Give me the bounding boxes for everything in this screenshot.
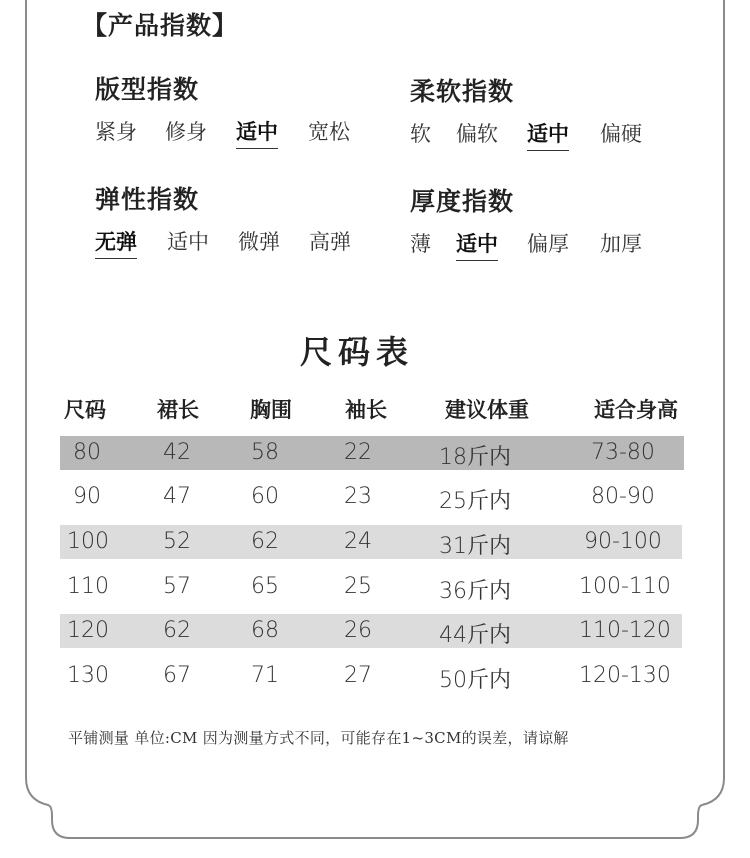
table-cell: 120-130	[579, 663, 671, 688]
table-cell: 57	[163, 574, 191, 599]
index-option: 紧身	[95, 120, 137, 144]
index-option-selected: 适中	[236, 116, 278, 149]
table-cell: 80-90	[591, 484, 655, 509]
index-option: 软	[410, 122, 431, 146]
index-option: 微弹	[238, 230, 280, 254]
column-header: 胸围	[250, 397, 292, 422]
softness-index	[410, 72, 642, 146]
section-title: 【产品指数】	[82, 11, 239, 40]
index-option: 高弹	[309, 230, 351, 254]
table-cell: 18斤内	[439, 445, 511, 470]
column-header: 裙长	[157, 397, 199, 422]
index-option-selected: 适中	[527, 118, 569, 151]
table-cell: 47	[163, 484, 191, 509]
index-option: 加厚	[600, 232, 642, 256]
table-cell: 42	[163, 440, 191, 465]
index-option: 宽松	[308, 120, 350, 144]
table-cell: 23	[344, 484, 372, 509]
index-option: 修身	[165, 120, 207, 144]
table-cell: 26	[344, 618, 372, 643]
table-cell: 25斤内	[439, 489, 511, 514]
table-cell: 60	[251, 484, 279, 509]
index-title: 柔软指数	[410, 77, 515, 106]
table-cell: 62	[163, 618, 191, 643]
table-cell: 73-80	[591, 440, 655, 465]
column-header: 尺码	[64, 397, 106, 422]
table-cell: 110	[67, 574, 109, 599]
table-cell: 52	[163, 529, 191, 554]
table-cell: 68	[251, 618, 279, 643]
column-header: 袖长	[345, 397, 387, 422]
size-table-title: 尺码表	[299, 333, 414, 371]
index-option: 偏硬	[600, 122, 642, 146]
table-cell: 36斤内	[439, 579, 511, 604]
fit-index	[95, 70, 350, 144]
index-option: 偏软	[456, 122, 498, 146]
table-row	[60, 436, 684, 470]
table-cell: 62	[251, 529, 279, 554]
table-cell: 80	[73, 440, 101, 465]
column-header: 适合身高	[594, 397, 678, 422]
table-cell: 44斤内	[439, 623, 511, 648]
index-title: 版型指数	[95, 75, 200, 104]
table-cell: 50斤内	[439, 668, 511, 693]
size-table	[60, 390, 684, 693]
index-option-selected: 适中	[456, 228, 498, 261]
table-cell: 22	[344, 440, 372, 465]
table-row	[60, 480, 684, 514]
table-cell: 71	[251, 663, 279, 688]
table-cell: 100	[67, 529, 109, 554]
table-cell: 27	[344, 663, 372, 688]
index-option: 薄	[410, 232, 431, 256]
elasticity-index	[95, 180, 351, 254]
table-header	[60, 390, 684, 430]
table-cell: 130	[67, 663, 109, 688]
index-option: 偏厚	[527, 232, 569, 256]
thickness-index	[410, 182, 642, 256]
index-option-selected: 无弹	[95, 226, 137, 259]
index-title: 厚度指数	[410, 187, 515, 216]
index-title: 弹性指数	[95, 185, 200, 214]
table-cell: 25	[344, 574, 372, 599]
table-cell: 24	[344, 529, 372, 554]
table-cell: 100-110	[579, 574, 671, 599]
table-cell: 65	[251, 574, 279, 599]
index-option: 适中	[167, 230, 209, 254]
table-row	[60, 570, 684, 604]
table-row	[60, 659, 684, 693]
table-cell: 31斤内	[439, 534, 511, 559]
table-cell: 90	[73, 484, 101, 509]
table-row	[60, 614, 682, 648]
table-cell: 58	[251, 440, 279, 465]
table-cell: 110-120	[579, 618, 671, 643]
column-header: 建议体重	[445, 397, 529, 422]
measurement-note: 平铺测量 单位:CM 因为测量方式不同，可能存在1~3CM的误差，请谅解	[68, 729, 569, 747]
table-row	[60, 525, 682, 559]
table-cell: 67	[163, 663, 191, 688]
table-cell: 120	[67, 618, 109, 643]
table-cell: 90-100	[584, 529, 662, 554]
